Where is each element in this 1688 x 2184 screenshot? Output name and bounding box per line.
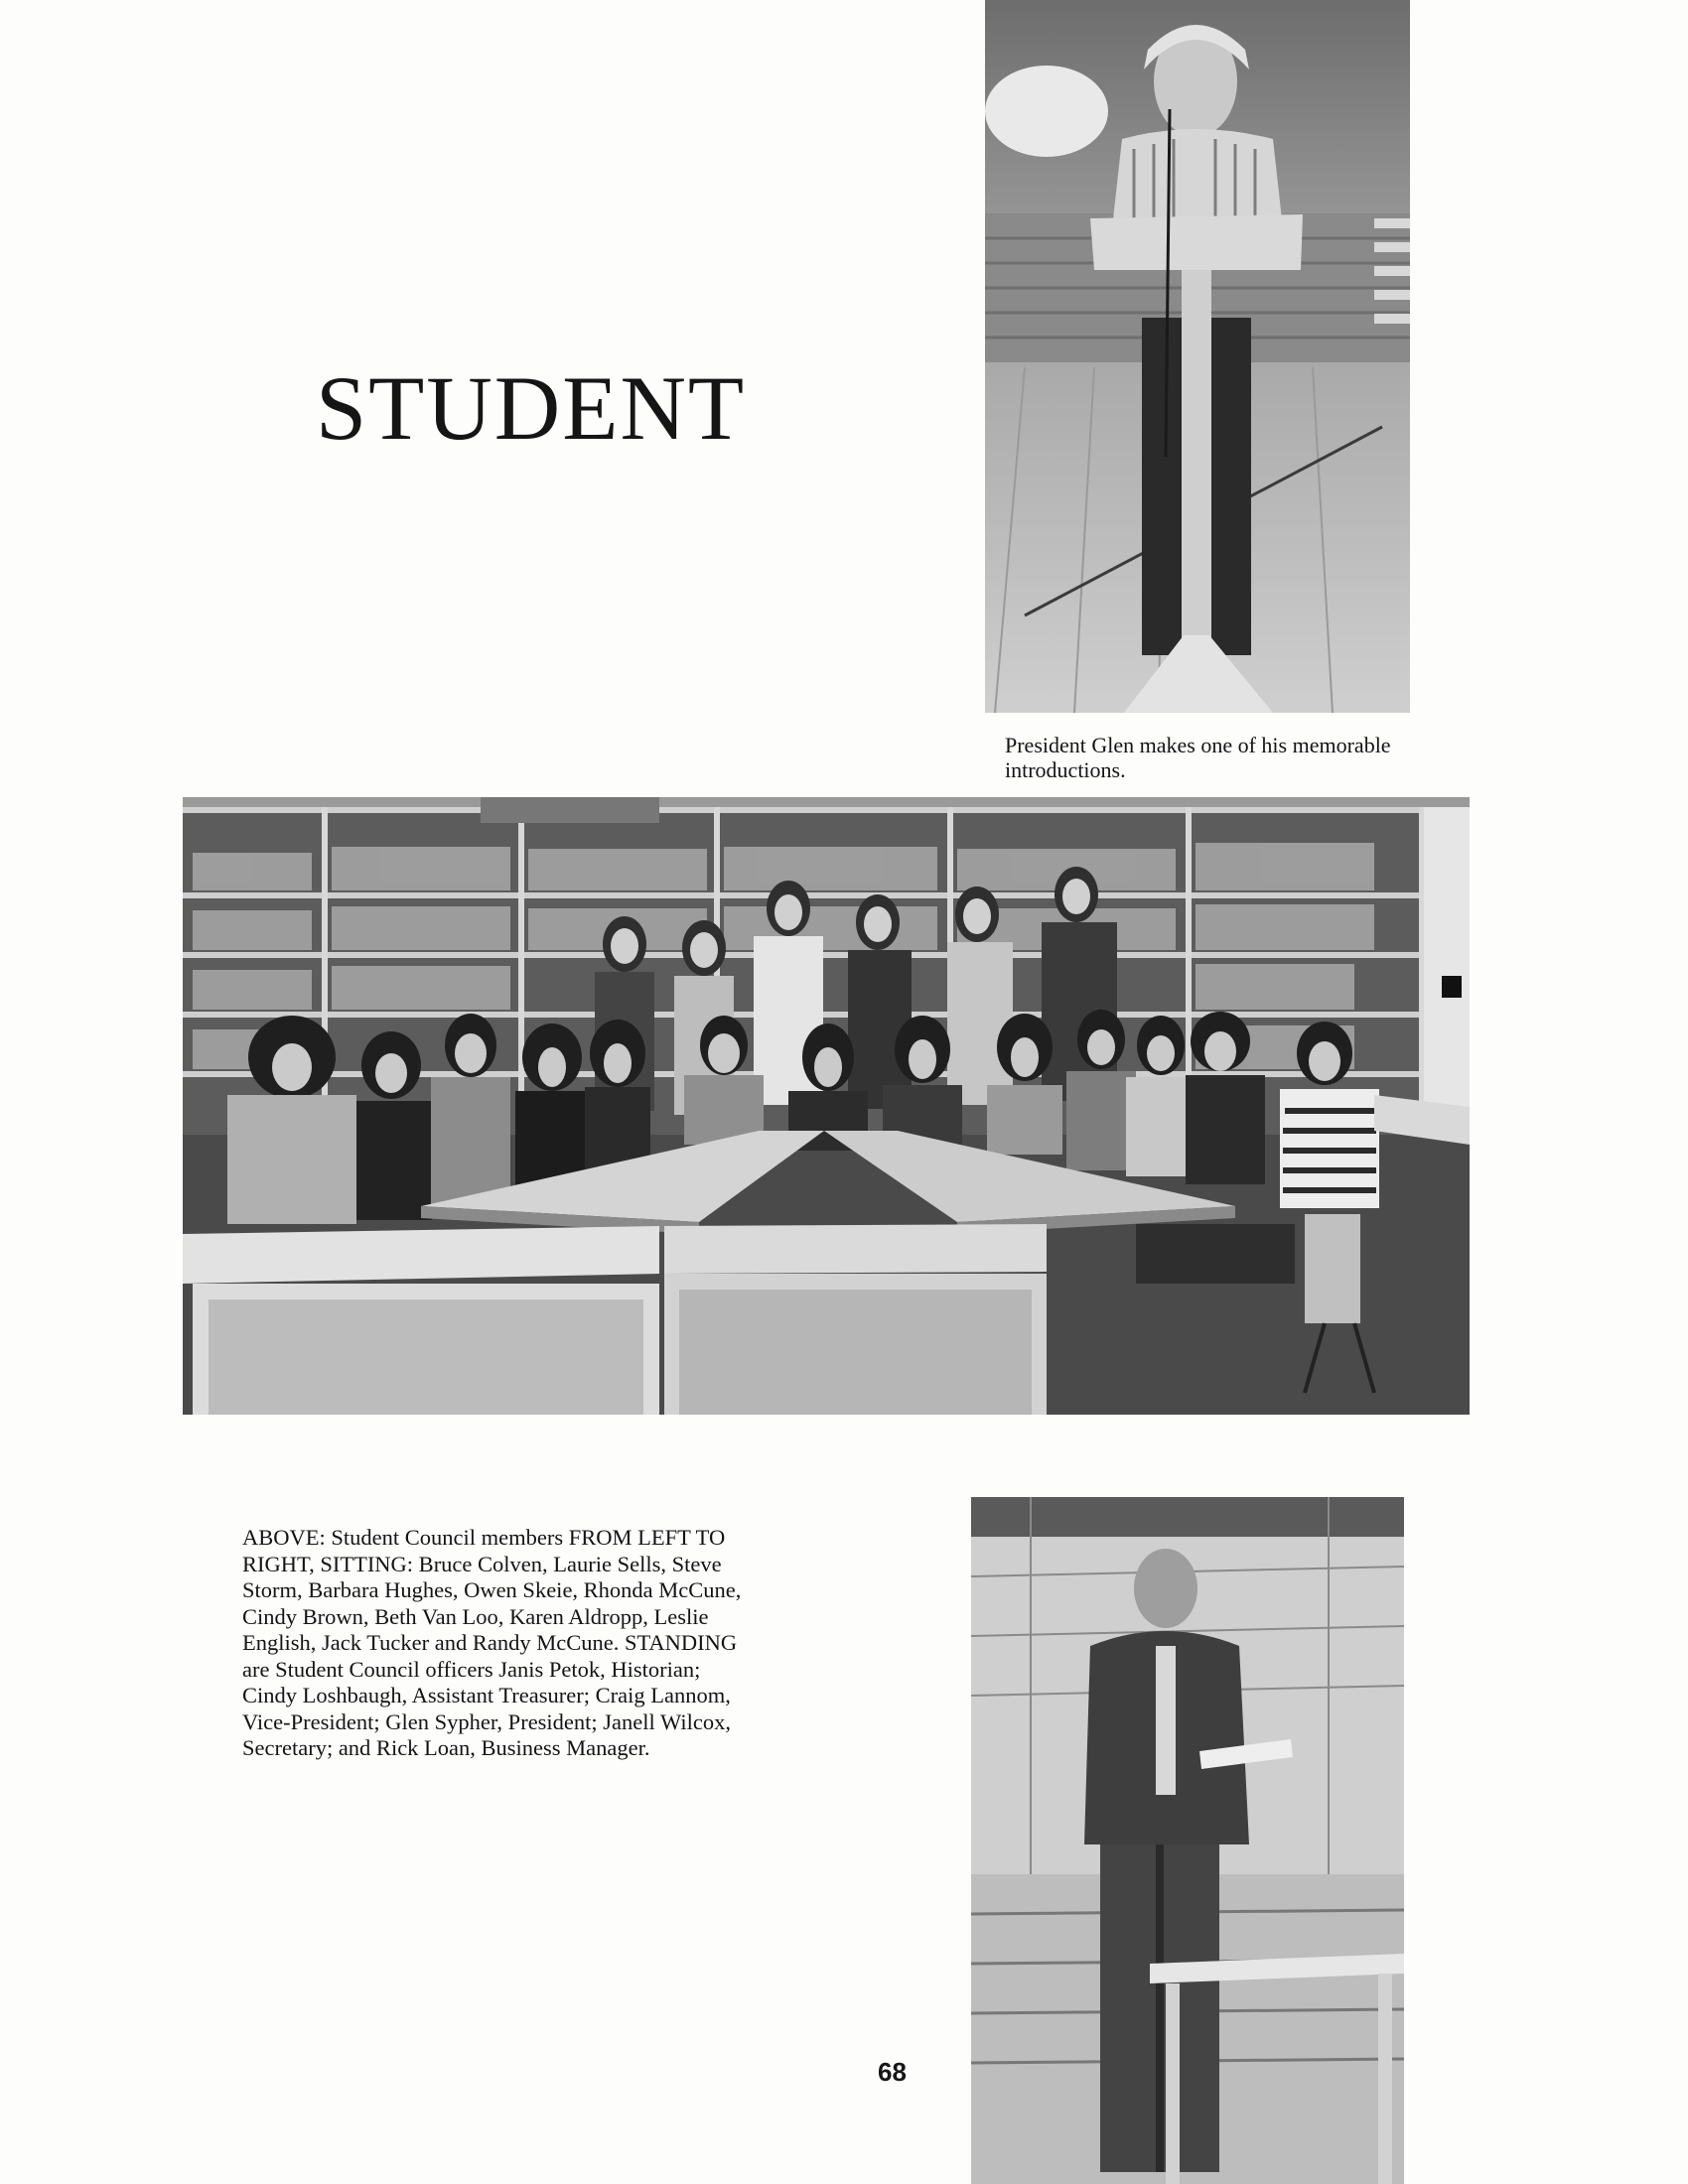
- president-podium-photo: [985, 0, 1410, 713]
- group-photo-caption: ABOVE: Student Council members FROM LEFT TO RIGHT, SITTING: Bruce Colven, Laurie Sells, Steve Storm, Barbara Hughes, Owen Skeie, Rhonda McCune, Cindy Brown, Beth Van Loo, Karen Aldropp, Leslie English, Jack Tucker and Randy McCune. STANDING are Student Council officers Janis Petok, Historian; Cindy Loshbaugh, Assistant Treasurer; Craig Lannom, Vice-President; Glen Sypher, President; Janell Wilcox, Secretary; and Rick Loan, Business Manager.: [242, 1525, 742, 1760]
- student-council-group-photo: [183, 797, 1470, 1415]
- student-council-group-image: [183, 797, 1470, 1415]
- president-photo-caption: President Glen makes one of his memorable introductions.: [1005, 733, 1391, 782]
- page-number: 68: [878, 2057, 907, 2087]
- speaker-photo: [971, 1497, 1404, 2184]
- president-podium-image: [985, 0, 1410, 713]
- page-title: STUDENT: [316, 357, 747, 459]
- speaker-image: [971, 1497, 1404, 2184]
